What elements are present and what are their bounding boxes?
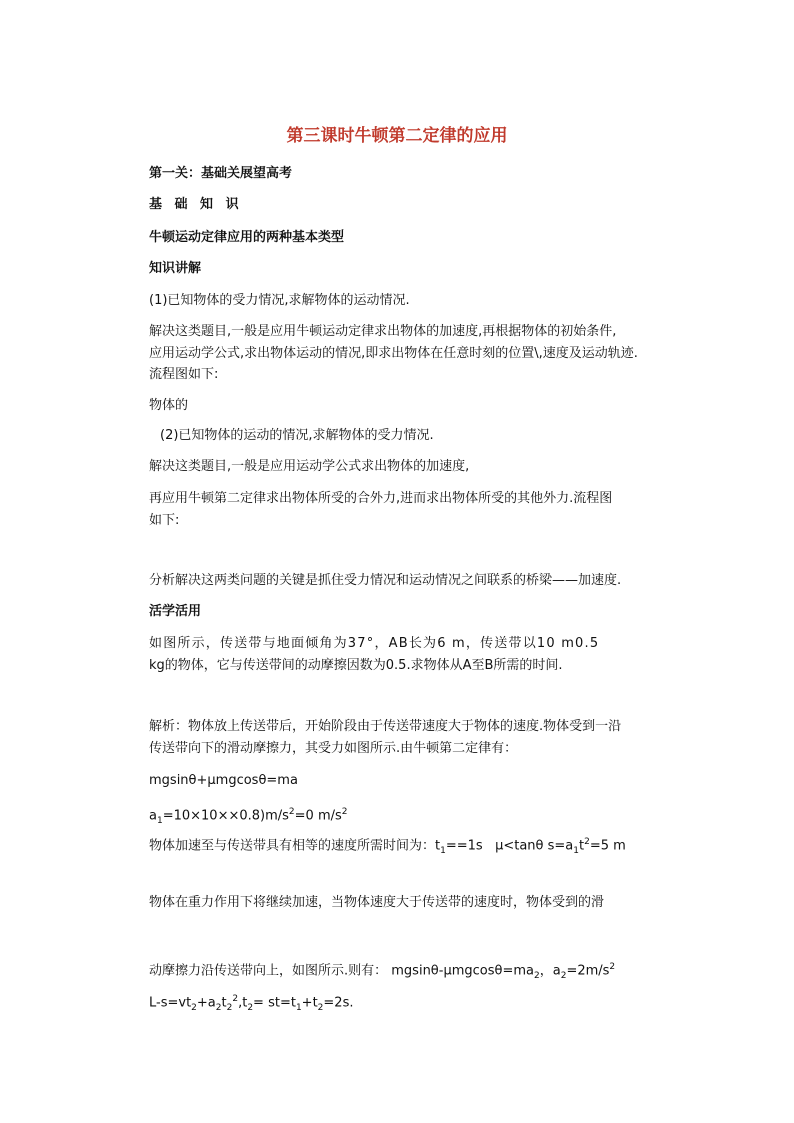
paragraph-7: 分析解决这两类问题的关键是抓住受力情况和运动情况之间联系的桥梁——加速度.	[149, 573, 622, 588]
solution-line-5: 动摩擦力沿传送带向上，如图所示.则有： mgsinθ-$\mu mgcos\theta=ma_2$，$a_2=2m/s^2$	[149, 962, 616, 981]
apply-heading: 活学活用	[149, 604, 202, 619]
solution-line-4: 物体在重力作用下将继续加速，当物体速度大于传送带的速度时，物体受到的滑	[149, 895, 605, 910]
explain-heading: 知识讲解	[149, 261, 202, 276]
question-line-2: kg的物体，它与传送带间的动摩擦因数为0.5.求物体从A至B所需的时间.	[149, 658, 563, 673]
basic-knowledge-heading: 基 础 知 识	[149, 197, 243, 212]
paragraph-2-line-3: 流程图如下:	[149, 367, 219, 382]
question-line-1: 如图所示，传送带与地面倾角为37°，AB长为6 m，传送带以10 m0.5	[149, 636, 600, 651]
solution-line-6: $L-s=vt_2+a_2t_2^2,t_2= st=t_1+t_2=2s$.	[149, 994, 354, 1013]
solution-line-2: 传送带向下的滑动摩擦力，其受力如图所示.由牛顿第二定律有：	[149, 741, 518, 756]
paragraph-6-line-1: 再应用牛顿第二定律求出物体所受的合外力,进而求出物体所受的其他外力.流程图	[149, 491, 613, 506]
paragraph-1: (1)已知物体的受力情况,求解物体的运动情况.	[149, 293, 410, 308]
paragraph-4: (2)已知物体的运动的情况,求解物体的受力情况.	[160, 428, 434, 443]
paragraph-3: 物体的	[149, 398, 189, 413]
section-heading: 第一关：基础关展望高考	[149, 166, 293, 181]
paragraph-6-line-2: 如下:	[149, 513, 180, 528]
topic-heading: 牛顿运动定律应用的两种基本类型	[149, 230, 345, 245]
paragraph-2-line-2: 应用运动学公式,求出物体运动的情况,即求出物体在任意时刻的位置\,速度及运动轨迹.	[149, 346, 638, 361]
page-title: 第三课时牛顿第二定律的应用	[286, 126, 508, 146]
equation-1: mgsinθ+μmgcosθ=ma	[149, 773, 298, 788]
paragraph-5: 解决这类题目,一般是应用运动学公式求出物体的加速度,	[149, 459, 470, 474]
paragraph-2-line-1: 解决这类题目,一般是应用牛顿运动定律求出物体的加速度,再根据物体的初始条件,	[149, 324, 617, 339]
solution-line-1: 解析：物体放上传送带后，开始阶段由于传送带速度大于物体的速度.物体受到一沿	[149, 719, 622, 734]
equation-2: $a_1=10\times 10\times\times 0.8)m/s^2=0$ $m/s^2$	[149, 807, 348, 826]
solution-line-3: 物体加速至与传送带具有相等的速度所需时间为：$t_1==1s$ μ<tanθ $s=a_1t^2=5$ m	[149, 837, 626, 856]
